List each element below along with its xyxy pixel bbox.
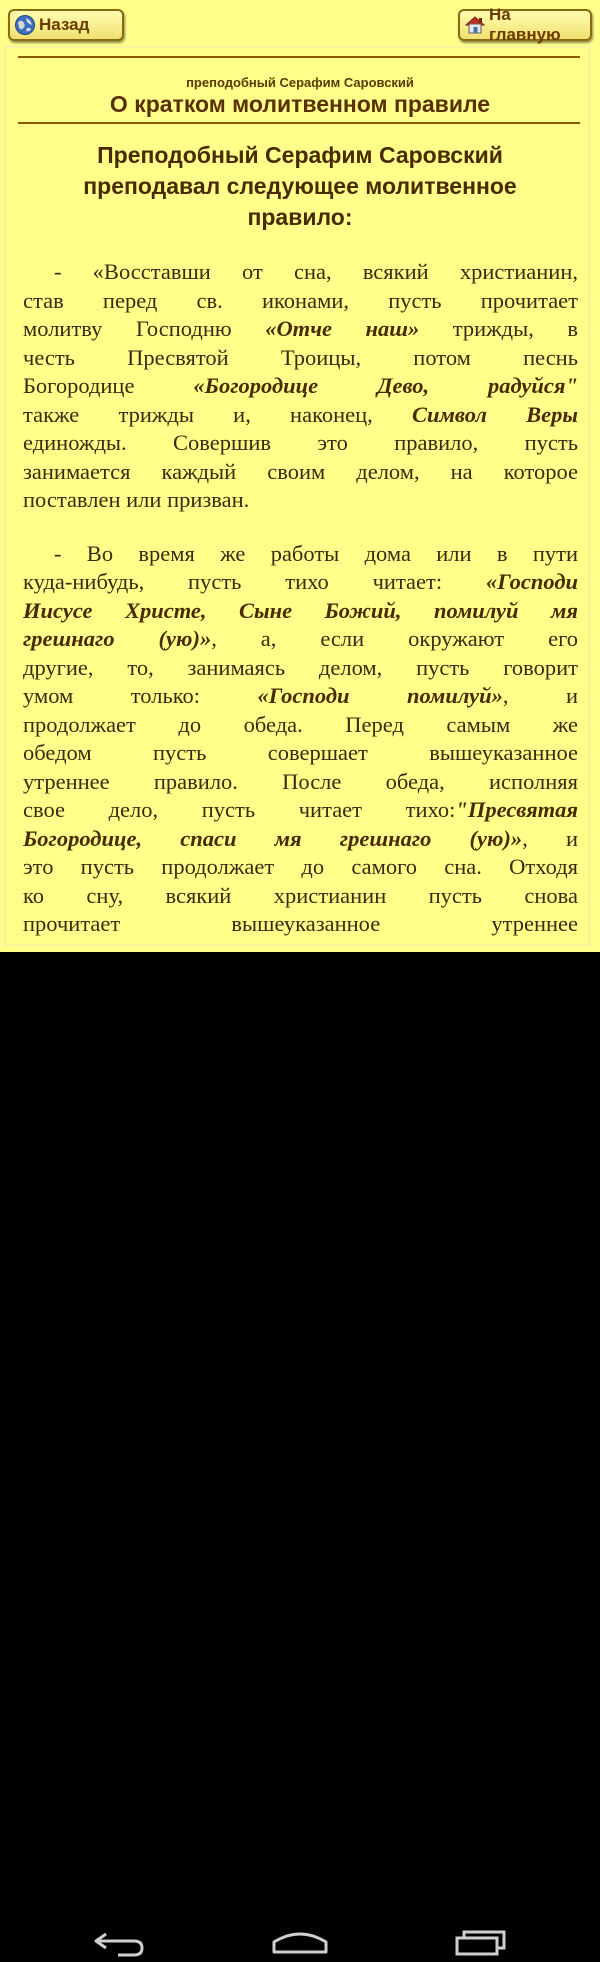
lead-line: правило: xyxy=(247,204,353,230)
body-line: поставлен или призван. xyxy=(23,487,250,512)
page-title: О кратком молитвенном правиле xyxy=(109,91,491,117)
body-line: свое дело, пусть читает тихо:"Пресвятая xyxy=(23,797,578,822)
home-button-label: На главную xyxy=(489,5,561,44)
prayer-title: «Господи помилуй» xyxy=(257,683,503,708)
home-button[interactable] xyxy=(458,5,592,44)
body-line: Богородице, спаси мя грешнаго (ую)», и xyxy=(23,825,579,851)
back-button-label: Назад xyxy=(39,15,90,34)
prayer-title: Богородице, спаси мя грешнаго (ую)» xyxy=(23,825,523,851)
prayer-title: «Господи xyxy=(485,569,578,594)
body-line: другие, то, занимаясь делом, пусть говорит xyxy=(23,654,578,680)
body-line: прочитает вышеуказанное утреннее xyxy=(23,911,578,936)
body-line: став перед св. иконами, пусть прочитает xyxy=(23,287,578,313)
recent-apps-icon[interactable] xyxy=(452,1922,512,1962)
body-line: продолжает до обеда. Перед самым же xyxy=(23,711,578,737)
body-line xyxy=(23,597,578,626)
body-line: умом только: «Господи помилуй», и xyxy=(23,683,579,708)
body-line: честь Пресвятой Троицы, потом песнь xyxy=(23,344,578,370)
paragraph-gap xyxy=(23,515,578,540)
body-line: - Во время же работы дома или в пути xyxy=(54,540,578,566)
lead-line: преподавал следующее молитвенное xyxy=(83,173,517,199)
prayer-title: «Богородице Дево, радуйся" xyxy=(193,373,578,398)
prayer-title: «Отче наш» xyxy=(265,316,420,341)
body-line: ко сну, всякий христианин пусть снова xyxy=(23,882,578,908)
body-line: грешнаго (ую)», а, если окружают его xyxy=(23,626,578,651)
prayer-title: "Пресвятая xyxy=(455,797,578,822)
prayer-title: Символ Веры xyxy=(412,401,578,427)
body-line: молитву Господню «Отче наш» трижды, в xyxy=(23,316,579,341)
back-button[interactable] xyxy=(8,9,124,41)
body-line: занимается каждый своим делом, на которое xyxy=(23,458,578,484)
body-line: утреннее правило. После обеда, исполняя xyxy=(23,768,578,794)
page-subtitle: преподобный Серафим Саровский xyxy=(186,75,414,90)
body-line: куда-нибудь, пусть тихо читает: «Господи xyxy=(23,569,578,594)
title-divider xyxy=(18,122,580,124)
body-line: единожды. Совершив это правило, пусть xyxy=(23,430,578,455)
body-line: обедом пусть совершает вышеуказанное xyxy=(23,740,578,765)
body-line: это пусть продолжает до самого сна. Отходя xyxy=(23,854,578,879)
top-toolbar xyxy=(0,0,600,48)
back-arrow-icon[interactable] xyxy=(92,1922,148,1962)
globe-icon xyxy=(14,14,36,36)
body-line: Богородице «Богородице Дево, радуйся" xyxy=(23,373,578,398)
home-icon xyxy=(464,14,486,36)
app-screen xyxy=(0,0,600,952)
system-nav-bar xyxy=(0,952,600,1024)
body-line: - «Восставши от сна, всякий христианин, xyxy=(54,259,578,284)
prayer-title: Иисусе Христе, Сыне Божий, помилуй мя xyxy=(23,597,578,623)
lead-line: Преподобный Серафим Саровский xyxy=(97,142,503,168)
prayer-title: грешнаго (ую)» xyxy=(23,626,212,651)
lead-heading xyxy=(40,140,560,233)
article-body xyxy=(23,258,578,939)
home-outline-icon[interactable] xyxy=(270,1922,330,1962)
body-line: также трижды и, наконец, Символ Веры xyxy=(23,401,578,427)
top-divider xyxy=(18,56,580,58)
